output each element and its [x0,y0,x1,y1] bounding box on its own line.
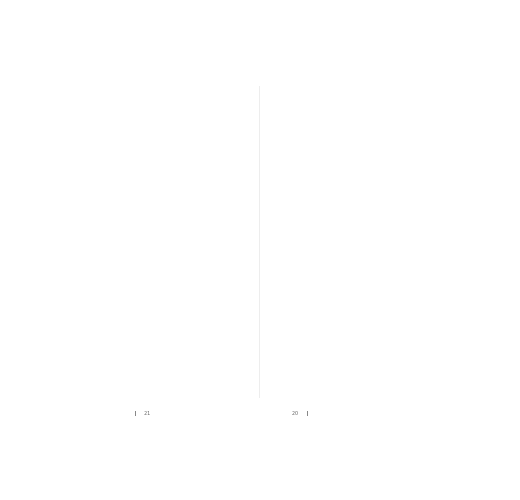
left-page-body [36,92,230,392]
right-page [260,0,520,500]
page-number: 20 [292,412,299,417]
right-page-body [282,92,492,392]
page-number: 21 [144,412,151,417]
right-page-footer [288,411,310,417]
footer-divider [135,411,136,416]
footer-divider [307,411,308,416]
left-page-footer [132,411,154,417]
